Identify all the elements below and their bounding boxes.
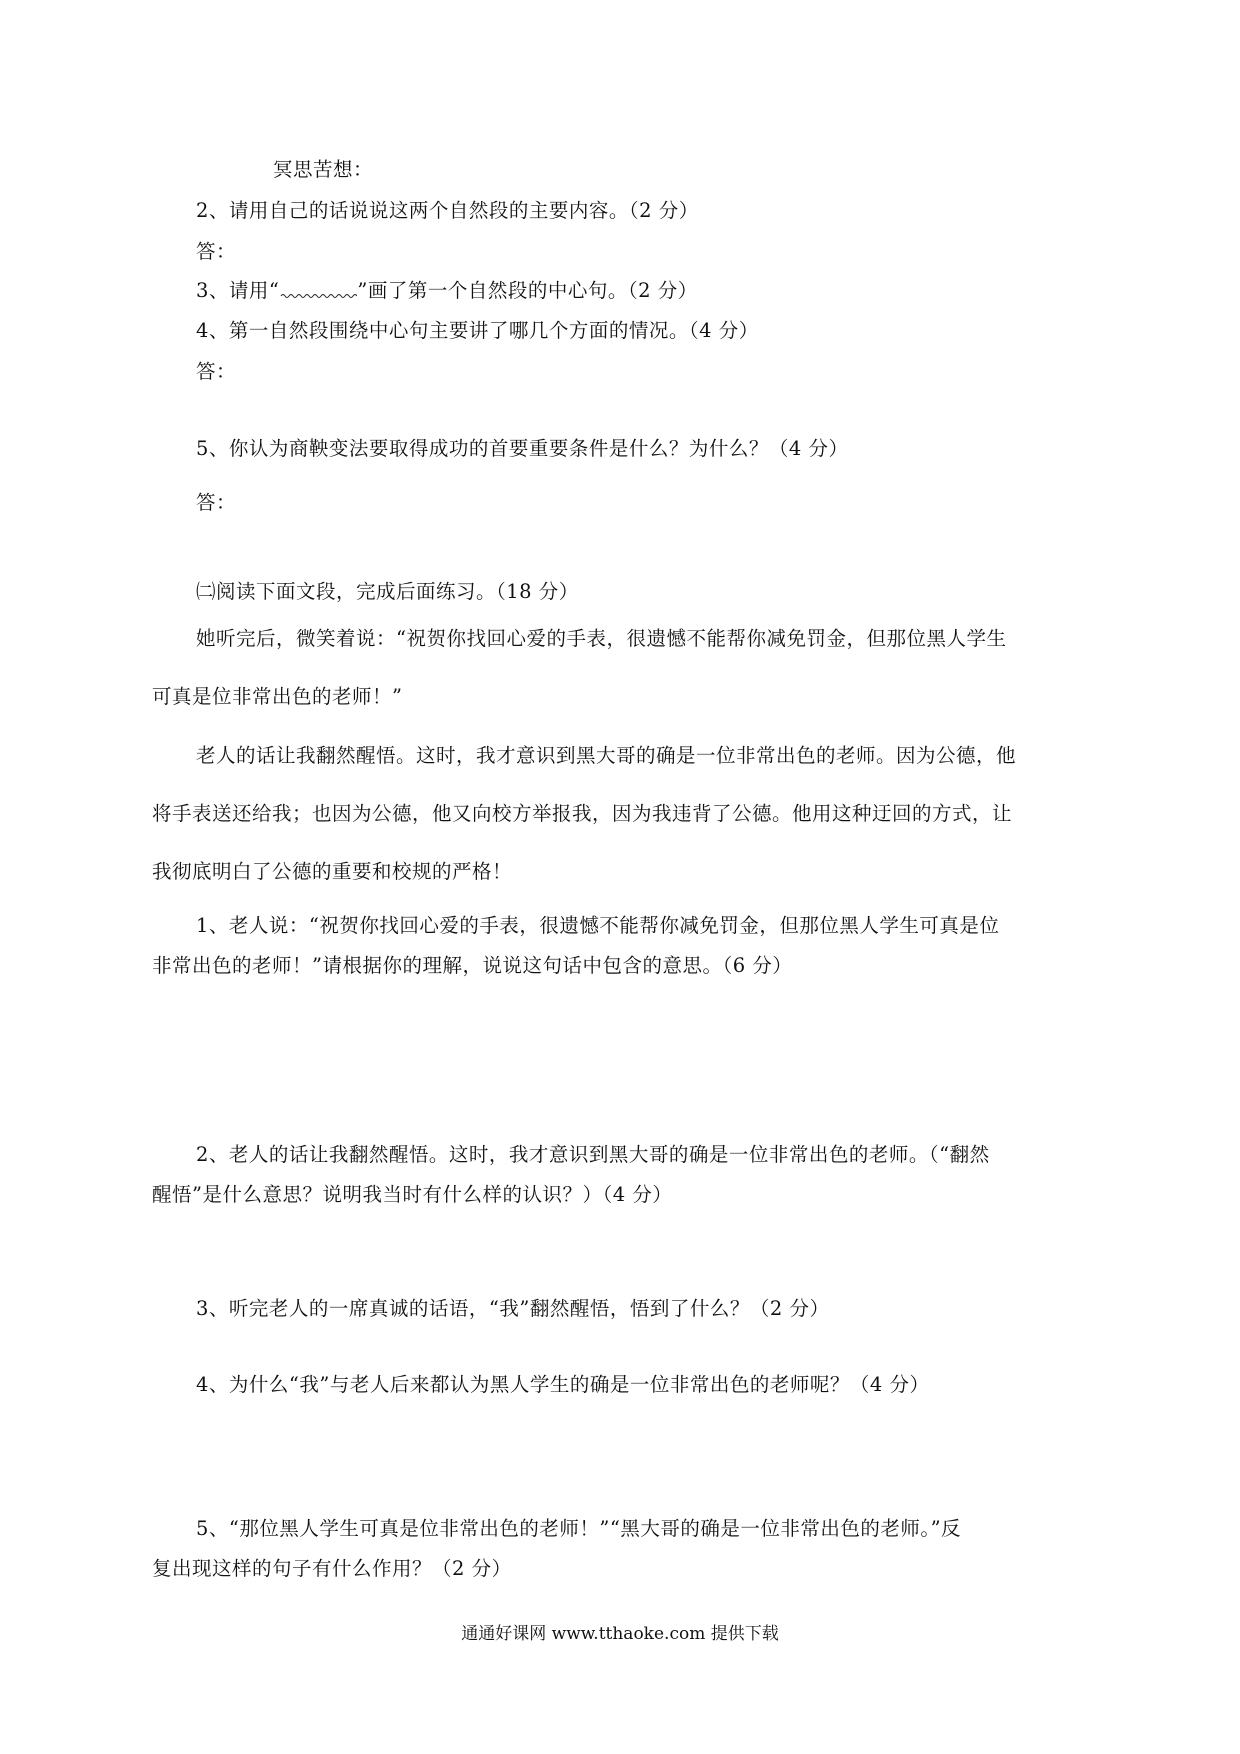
question-3-after: ”画了第一个自然段的中心句。（2 分） xyxy=(357,279,698,302)
question-1: 1、老人说：“祝贺你找回心爱的手表，很遗憾不能帮你减免罚金，但那位黑人学生可真是位 xyxy=(196,914,1000,937)
question-5: 5、你认为商鞅变法要取得成功的首要重要条件是什么？为什么？（4 分） xyxy=(196,437,849,460)
question-4: 4、第一自然段围绕中心句主要讲了哪几个方面的情况。（4 分） xyxy=(196,319,759,342)
section-heading: ㈡阅读下面文段，完成后面练习。（18 分） xyxy=(196,580,579,603)
question-4: 4、为什么“我”与老人后来都认为黑人学生的确是一位非常出色的老师呢？（4 分） xyxy=(196,1373,930,1396)
question-5-continued: 复出现这样的句子有什么作用？（2 分） xyxy=(152,1557,512,1580)
question-5: 5、“那位黑人学生可真是位非常出色的老师！”“黑大哥的确是一位非常出色的老师。”反 xyxy=(196,1517,962,1540)
question-2: 2、老人的话让我翻然醒悟。这时，我才意识到黑大哥的确是一位非常出色的老师。（“翻然 xyxy=(196,1143,990,1166)
question-1-continued: 非常出色的老师！”请根据你的理解，说说这句话中包含的意思。（6 分） xyxy=(152,954,793,977)
passage-line: 将手表送还给我；也因为公德，他又向校方举报我，因为我违背了公德。他用这种迂回的方式，让 xyxy=(152,802,1013,825)
answer-label: 答： xyxy=(196,491,237,514)
question-3: 3、听完老人的一席真诚的话语，“我”翻然醒悟，悟到了什么？（2 分） xyxy=(196,1297,830,1320)
passage-line: 老人的话让我翻然醒悟。这时，我才意识到黑大哥的确是一位非常出色的老师。因为公德，他 xyxy=(196,744,1017,767)
question-3 xyxy=(196,278,698,304)
passage-line: 我彻底明白了公德的重要和校规的严格！ xyxy=(152,860,513,883)
question-3-before: 3、请用“ xyxy=(196,279,280,302)
answer-label: 答： xyxy=(196,360,237,383)
wavy-underline-icon xyxy=(279,282,357,300)
question-2-continued: 醒悟”是什么意思？说明我当时有什么样的认识？）（4 分） xyxy=(152,1183,673,1206)
answer-label: 答： xyxy=(196,240,237,263)
passage-line: 可真是位非常出色的老师！” xyxy=(152,685,403,708)
passage-line: 她听完后，微笑着说：“祝贺你找回心爱的手表，很遗憾不能帮你减免罚金，但那位黑人学生 xyxy=(196,627,1007,650)
footer-credit: 通通好课网 www.tthaoke.com 提供下载 xyxy=(461,1624,779,1644)
question-2: 2、请用自己的话说说这两个自然段的主要内容。（2 分） xyxy=(196,199,699,222)
text-line: 冥思苦想： xyxy=(273,158,374,181)
